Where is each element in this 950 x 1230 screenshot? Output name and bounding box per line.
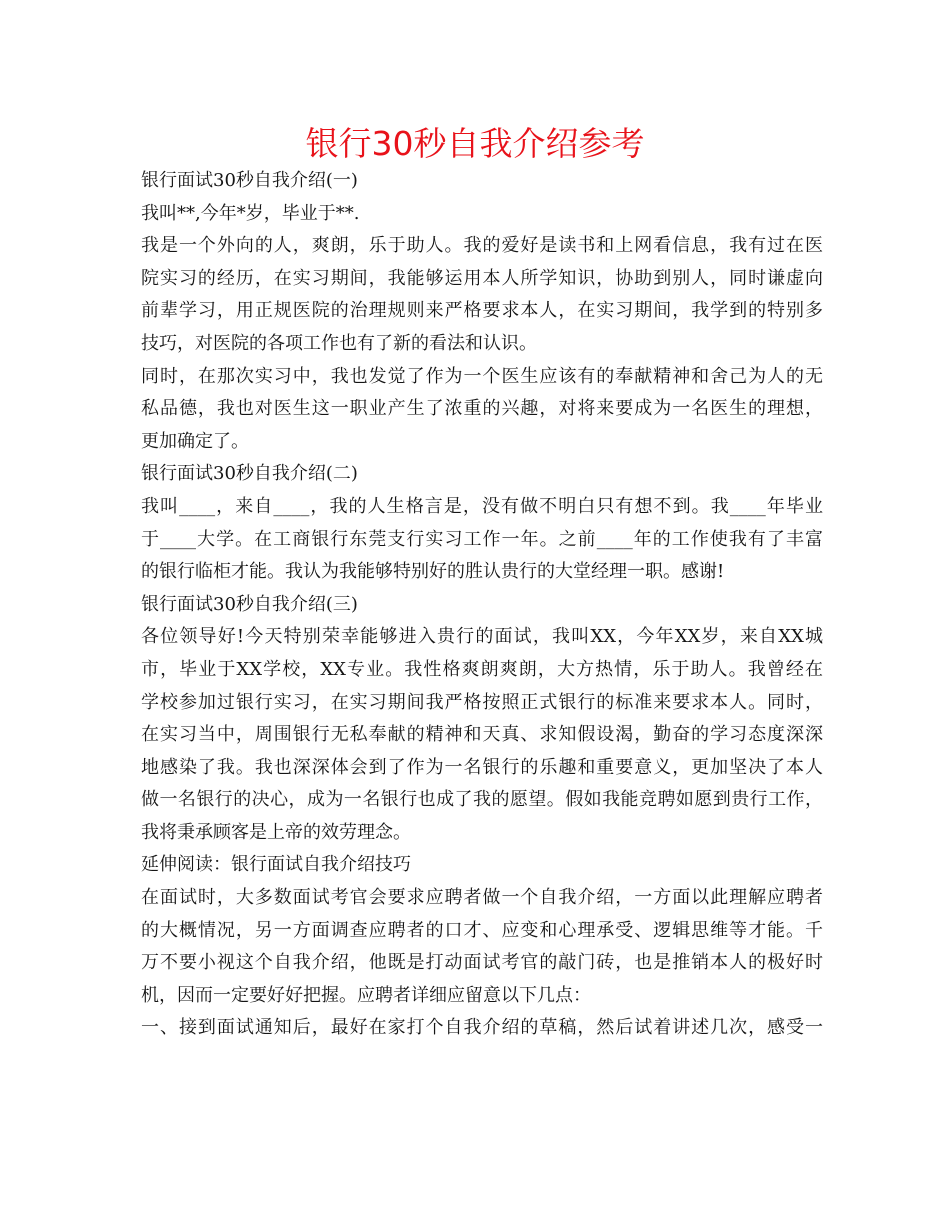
paragraph-line: 地感染了我。我也深深体会到了作为一名银行的乐趣和重要意义，更加坚决了本人 [141, 756, 823, 778]
paragraph-line: 的银行临柜才能。我认为我能够特别好的胜认贵行的大堂经理一职。感谢! [141, 561, 725, 583]
paragraph-line: 的大概情况，另一方面调查应聘者的口才、应变和心理承受、逻辑思维等才能。千 [141, 919, 823, 941]
paragraph-line: 一、接到面试通知后，最好在家打个自我介绍的草稿，然后试着讲述几次，感受一 [141, 1017, 823, 1039]
paragraph-line: 院实习的经历，在实习期间，我能够运用本人所学知识，协助到别人，同时谦虚向 [141, 267, 823, 289]
paragraph-line: 更加确定了。 [141, 430, 249, 452]
paragraph-line: 同时，在那次实习中，我也发觉了作为一个医生应该有的奉献精神和舍己为人的无 [141, 365, 823, 387]
paragraph-line: 在面试时，大多数面试考官会要求应聘者做一个自我介绍，一方面以此理解应聘者 [141, 887, 823, 909]
paragraph-line: 我是一个外向的人，爽朗，乐于助人。我的爱好是读书和上网看信息，我有过在医 [141, 235, 823, 257]
paragraph-line: 在实习当中，周围银行无私奉献的精神和天真、求知假设渴，勤奋的学习态度深深 [141, 724, 823, 746]
section-heading: 银行面试30秒自我介绍(一) [141, 170, 358, 191]
paragraph-line: 我将秉承顾客是上帝的效劳理念。 [141, 821, 411, 843]
paragraph-line: 于____大学。在工商银行东莞支行实习工作一年。之前____年的工作使我有了丰富 [141, 528, 823, 550]
section-heading: 银行面试30秒自我介绍(三) [141, 593, 358, 615]
section-heading: 银行面试30秒自我介绍(二) [141, 463, 358, 485]
paragraph-line: 我叫____，来自____，我的人生格言是，没有做不明白只有想不到。我____年毕业 [141, 495, 823, 517]
section-heading: 延伸阅读：银行面试自我介绍技巧 [141, 854, 411, 876]
paragraph-line: 技巧，对医院的各项工作也有了新的看法和认识。 [141, 332, 537, 354]
paragraph-line: 万不要小视这个自我介绍，他既是打动面试考官的敲门砖，也是推销本人的极好时 [141, 952, 823, 974]
document-body [141, 165, 823, 1045]
paragraph-line: 市，毕业于XX学校，XX专业。我性格爽朗爽朗，大方热情，乐于助人。我曾经在 [141, 658, 823, 680]
paragraph-line: 做一名银行的决心，成为一名银行也成了我的愿望。假如我能竞聘如愿到贵行工作， [141, 789, 823, 811]
paragraph-line: 机，因而一定要好好把握。应聘者详细应留意以下几点： [141, 984, 591, 1006]
paragraph-line: 各位领导好!今天特别荣幸能够进入贵行的面试，我叫XX，今年XX岁，来自XX城 [141, 626, 823, 648]
paragraph-line: 学校参加过银行实习，在实习期间我严格按照正式银行的标准来要求本人。同时， [141, 691, 823, 713]
document-title: 银行30秒自我介绍参考 [305, 124, 645, 163]
paragraph-line: 私品德，我也对医生这一职业产生了浓重的兴趣，对将来要成为一名医生的理想， [141, 398, 823, 420]
paragraph-line: 我叫**,今年*岁，毕业于**. [141, 202, 360, 224]
paragraph-line: 前辈学习，用正规医院的治理规则来严格要求本人，在实习期间，我学到的特别多 [141, 300, 823, 322]
